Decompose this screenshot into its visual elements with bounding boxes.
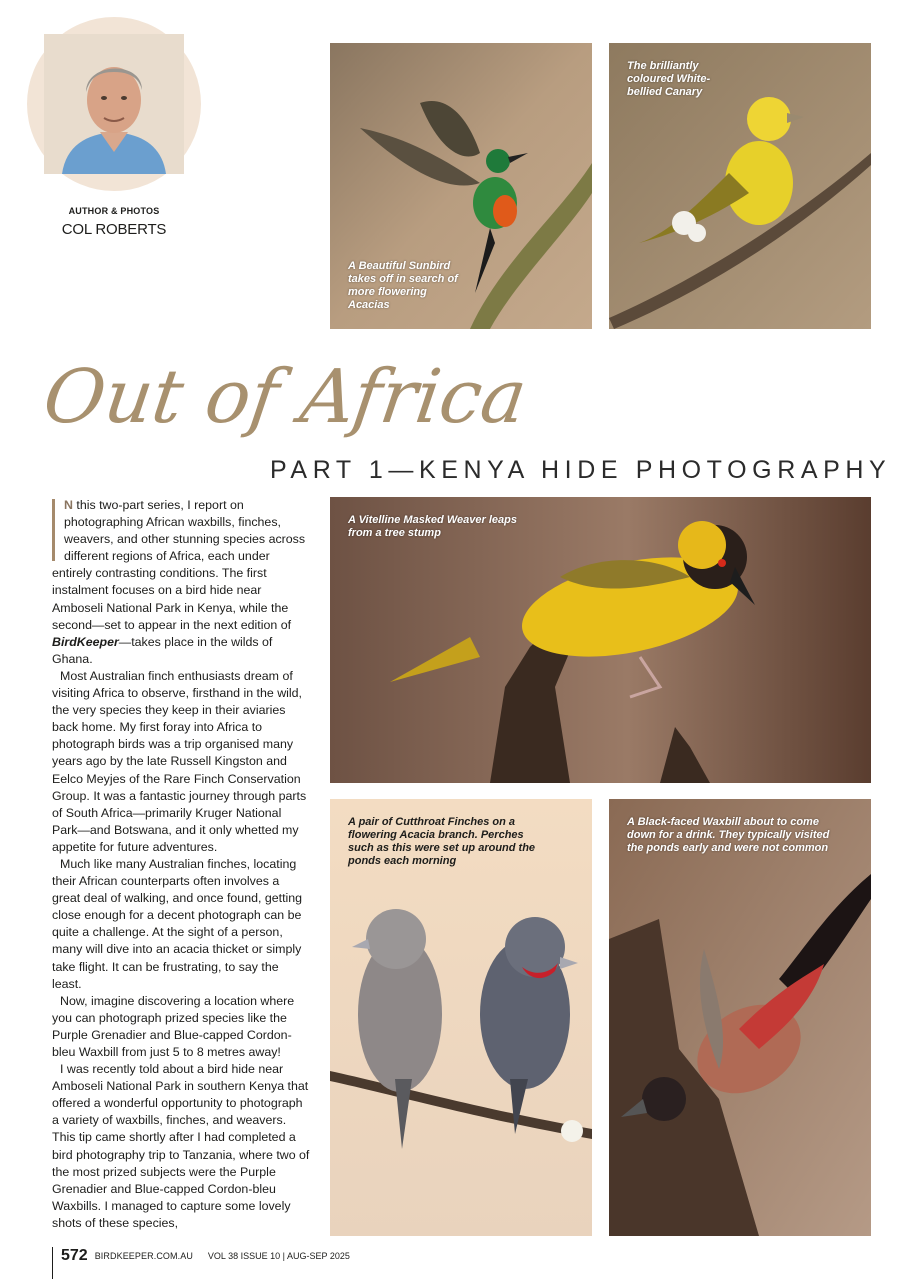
drop-letter: N: [64, 498, 73, 512]
paragraph-1-text: this two-part series, I report on photographing African waxbills, finches, weavers, and other stunning species across different regions of Africa, each under entirely contrasting conditions. The first instalment focuses on a bird hide near Amboseli National Park in Kenya, while the second—set to appear in the next edition of: [52, 498, 306, 632]
page-footer: [52, 1247, 350, 1279]
weaver-caption: A Vitelline Masked Weaver leaps from a tree stump: [348, 514, 517, 539]
paragraph-1-end: —takes place in the wilds of Ghana.: [52, 634, 273, 666]
paragraph-1: [52, 497, 310, 668]
author-avatar: [44, 34, 184, 174]
page-number: 572: [61, 1247, 88, 1264]
paragraph-2: Most Australian finch enthusiasts dream of visiting Africa to observe, firsthand in the wild, the very species they keep in their aviaries back home. My first foray into Africa to photograph birds was a trip organised many years ago by the late Russell Kingston and Eelco Meyjes of the Rare Finch Conservation Group. It was a fantastic journey through parts of South Africa—primarily Kruger National Park—and Botswana, and it only whetted my appetite for future adventures.: [52, 668, 307, 854]
photo-sunbird: [330, 43, 592, 329]
article-body: [52, 497, 310, 1232]
photo-cutthroat: [330, 799, 592, 1236]
website-link[interactable]: BIRDKEEPER.COM.AU: [94, 1251, 193, 1261]
title-main: Out of Africa: [38, 353, 532, 440]
canary-caption: The brilliantly coloured White-bellied Canary: [627, 60, 711, 98]
publication-name: BirdKeeper: [52, 634, 119, 649]
paragraph-5: I was recently told about a bird hide near Amboseli National Park in southern Kenya that offered a wonderful opportunity to photograph a variety of waxbills, finches, and weavers. This tip came shortly after I had completed a bird photography trip to Tanzania, where two of the most prized subjects were the Purple Grenadier and Blue-capped Cordon-bleu Waxbills. I managed to capture some lovely shots of these species,: [52, 1062, 310, 1230]
photo-weaver: [330, 497, 871, 783]
photo-waxbill: [609, 799, 871, 1236]
subtitle: PART 1—KENYA HIDE PHOTOGRAPHY: [270, 456, 892, 484]
paragraph-4: Now, imagine discovering a location where you can photograph prized species like the Purple Grenadier and Blue-capped Cordon-bleu Waxbill from just 5 to 8 metres away!: [52, 993, 295, 1059]
author-name: COL ROBERTS: [61, 221, 167, 238]
title-script: [38, 344, 532, 456]
author-role: AUTHOR & PHOTOS: [68, 206, 160, 216]
waxbill-photo-icon: [609, 799, 871, 1236]
paragraph-3: Much like many Australian finches, locating their African counterparts often involves a great deal of walking, and once found, getting close enough for a decent photograph can be quite a challenge. At the sight of a person, many will dive into an acacia thicket or simply take flight. It can be frustrating, to say the least.: [52, 856, 303, 991]
photo-canary: [609, 43, 871, 329]
waxbill-caption: A Black-faced Waxbill about to come down for a drink. They typically visited the ponds early and were not common: [627, 816, 830, 854]
author-portrait-icon: [44, 34, 184, 174]
dropcap-bar: [52, 499, 55, 561]
cutthroat-caption: A pair of Cutthroat Finches on a flowering Acacia branch. Perches such as this were set up around the ponds each morning: [348, 816, 536, 867]
issue-info: VOL 38 ISSUE 10 | AUG-SEP 2025: [207, 1251, 350, 1261]
sunbird-caption: A Beautiful Sunbird takes off in search of more flowering Acacias: [348, 260, 458, 311]
